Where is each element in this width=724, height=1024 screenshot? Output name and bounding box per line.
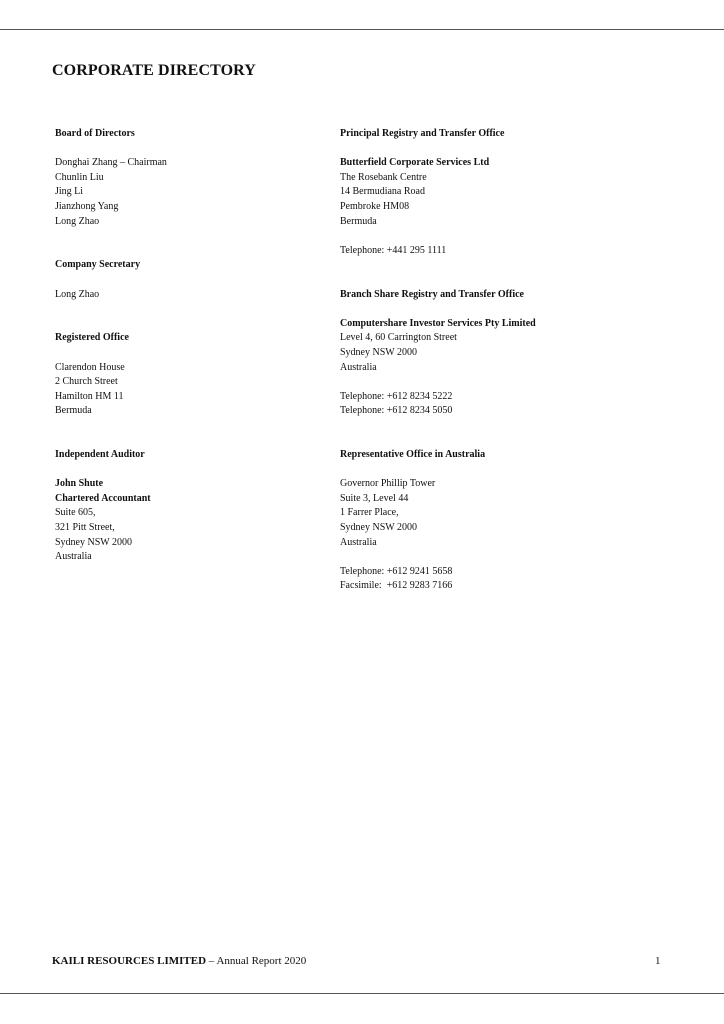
branch-registry-telephone: Telephone: +612 8234 5050	[340, 405, 453, 417]
board-heading: Board of Directors	[55, 128, 135, 139]
registered-office-line: Hamilton HM 11	[55, 390, 124, 402]
principal-registry-telephone: Telephone: +441 295 1111	[340, 244, 447, 256]
footer	[52, 955, 662, 967]
principal-registry-line: 14 Bermudiana Road	[340, 186, 425, 198]
rep-office-line: Sydney NSW 2000	[340, 522, 418, 534]
auditor-address-line: 321 Pitt Street,	[55, 522, 115, 534]
bottom-rule	[0, 993, 724, 994]
page-number: 1	[655, 955, 661, 967]
secretary-heading: Company Secretary	[55, 259, 141, 271]
branch-registry-line: Sydney NSW 2000	[340, 346, 418, 358]
branch-registry-line: Australia	[340, 361, 377, 373]
principal-registry-company: Butterfield Corporate Services Ltd	[340, 157, 490, 169]
board-member: Chunlin Liu	[55, 171, 104, 183]
board-member: Jianzhong Yang	[55, 200, 119, 212]
registered-office-line: Bermuda	[55, 405, 92, 417]
branch-registry-telephone: Telephone: +612 8234 5222	[340, 390, 453, 402]
principal-registry-line: Bermuda	[340, 215, 377, 227]
footer-report-title: – Annual Report 2020	[206, 955, 307, 967]
top-rule	[0, 29, 724, 30]
auditor-title: Chartered Accountant	[55, 492, 151, 504]
rep-office-line: 1 Farrer Place,	[340, 507, 399, 519]
rep-office-facsimile: Facsimile: +612 9283 7166	[340, 580, 453, 592]
footer-company: KAILI RESOURCES LIMITED	[52, 955, 207, 967]
board-member: Long Zhao	[55, 215, 100, 227]
auditor-address-line: Sydney NSW 2000	[55, 536, 133, 548]
rep-office-line: Governor Phillip Tower	[340, 478, 436, 490]
branch-registry-line: Level 4, 60 Carrington Street	[340, 332, 457, 344]
auditor-name: John Shute	[55, 478, 104, 490]
rep-office-line: Suite 3, Level 44	[340, 492, 409, 504]
registered-office-heading: Registered Office	[55, 332, 129, 344]
rep-office-heading: Representative Office in Australia	[340, 449, 486, 461]
auditor-address-line: Australia	[55, 551, 92, 563]
page-title: CORPORATE DIRECTORY	[52, 62, 256, 79]
auditor-address-line: Suite 605,	[55, 507, 96, 519]
principal-registry-line: Pembroke HM08	[340, 200, 410, 212]
left-column	[55, 127, 315, 565]
rep-office-telephone: Telephone: +612 9241 5658	[340, 565, 453, 577]
registered-office-line: Clarendon House	[55, 361, 125, 373]
principal-registry-heading: Principal Registry and Transfer Office	[340, 128, 505, 139]
board-member: Donghai Zhang – Chairman	[55, 157, 167, 169]
principal-registry-line: The Rosebank Centre	[340, 171, 427, 183]
branch-registry-company: Computershare Investor Services Pty Limited	[340, 317, 536, 329]
auditor-heading: Independent Auditor	[55, 449, 145, 461]
secretary-name: Long Zhao	[55, 288, 100, 300]
registered-office-line: 2 Church Street	[55, 376, 118, 388]
right-column	[340, 127, 670, 594]
branch-registry-heading: Branch Share Registry and Transfer Office	[340, 288, 524, 300]
board-member: Jing Li	[55, 186, 84, 198]
rep-office-line: Australia	[340, 536, 377, 548]
